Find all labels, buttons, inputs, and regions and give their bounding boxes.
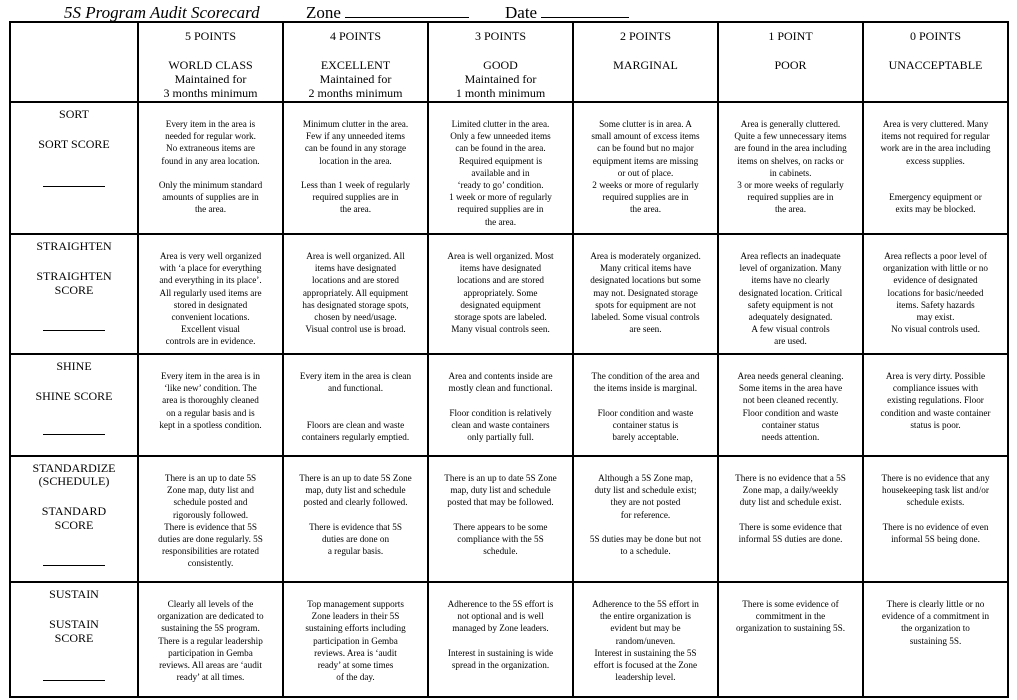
- criteria-cell: [718, 234, 863, 354]
- criteria-text: There is clearly little or no evidence of a commitment in the organization to sustaining 5S.: [881, 599, 990, 646]
- level-name: UNACCEPTABLE: [888, 58, 983, 72]
- level-name: GOOD: [483, 58, 518, 72]
- category-row-standardize: [10, 456, 1008, 582]
- corner-cell: [10, 22, 138, 102]
- level-points: 1 POINT: [768, 29, 813, 43]
- category-row-sort: [10, 102, 1008, 234]
- criteria-cell: [863, 456, 1008, 582]
- criteria-text: Area reflects a poor level of organization with little or no evidence of designated locations for basic/needed items. Safety hazards may exist. No visual controls used.: [883, 251, 988, 335]
- criteria-text: Adherence to the 5S effort in the entire organization is evident but may be random/uneven. Interest in sustaining the 5S effort is focused at the Zone leadership level.: [592, 599, 699, 683]
- document-title: 5S Program Audit Scorecard: [64, 3, 260, 22]
- criteria-cell: [283, 582, 428, 697]
- criteria-cell: [573, 582, 718, 697]
- zone-field: [306, 3, 469, 23]
- criteria-cell: [283, 354, 428, 456]
- level-header: [428, 22, 573, 102]
- zone-blank-line: [345, 3, 469, 18]
- level-duration: 2 months minimum: [308, 86, 403, 100]
- criteria-text: Minimum clutter in the area. Few if any unneeded items can be found in any storage location in the area. Less than 1 week of regularly required supplies are in the area.: [301, 119, 410, 215]
- criteria-text: Although a 5S Zone map, duty list and schedule exist; they are not posted for reference. 5S duties may be done but not to a schedule.: [589, 473, 702, 557]
- level-points: 3 POINTS: [474, 29, 526, 43]
- score-blank-line[interactable]: [43, 679, 105, 681]
- criteria-text: There is no evidence that a 5S Zone map, a daily/weekly duty list and schedule exist. There is some evidence that informal 5S duties are done.: [735, 473, 846, 545]
- criteria-cell: [718, 582, 863, 697]
- criteria-text: Area needs general cleaning. Some items in the area have not been cleaned recently. Floor condition and waste container status needs attention.: [737, 371, 844, 443]
- criteria-cell: [428, 102, 573, 234]
- criteria-text: Every item in the area is clean and functional. Floors are clean and waste containers regularly emptied.: [299, 371, 412, 443]
- criteria-text: Area is very dirty. Possible compliance issues with existing regulations. Floor condition and waste container status is poor.: [880, 371, 991, 430]
- criteria-text: Area is well organized. All items have designated locations and are stored appropriately. All equipment has designated storage spots, chosen by need/usage. Visual control use is broad.: [302, 251, 409, 335]
- criteria-cell: [428, 456, 573, 582]
- criteria-text: Area is moderately organized. Many critical items have designated locations but some may not. Designated storage spots for equipment are not labeled. Some visual controls are seen.: [590, 251, 701, 335]
- criteria-text: Top management supports Zone leaders in their 5S sustaining efforts including participation in Gemba reviews. Area is ‘audit ready’ at some times of the day.: [305, 599, 406, 683]
- score-label: SORT SCORE: [38, 137, 110, 151]
- level-name: POOR: [774, 58, 807, 72]
- criteria-cell: [138, 354, 283, 456]
- zone-label: Zone: [306, 3, 341, 22]
- criteria-text: Area is generally cluttered. Quite a few unnecessary items are found in the area including items on shelves, on racks or in cabinets. 3 or more weeks of regularly required supplies are in the area.: [734, 119, 847, 215]
- criteria-text: There is an up to date 5S Zone map, duty list and schedule posted that may be followed. There appears to be some compliance with the 5S schedule.: [444, 473, 557, 557]
- level-header: [718, 22, 863, 102]
- criteria-cell: [863, 234, 1008, 354]
- category-cell: [10, 234, 138, 354]
- category-cell: [10, 354, 138, 456]
- criteria-text: Some clutter is in area. A small amount of excess items can be found but no major equipment items are missing or out of place. 2 weeks or more of regularly required supplies are in the area.: [591, 119, 700, 215]
- criteria-text: Clearly all levels of the organization are dedicated to sustaining the 5S program. There is a regular leadership participation in Gemba reviews. All areas are ‘audit ready’ at all times.: [157, 599, 264, 683]
- level-header: [863, 22, 1008, 102]
- criteria-cell: [718, 456, 863, 582]
- date-field: [505, 3, 629, 23]
- criteria-text: Area is well organized. Most items have designated locations and are stored appropriately. Some designated equipment storage spots are labeled. Many visual controls seen.: [447, 251, 554, 335]
- criteria-cell: [863, 354, 1008, 456]
- criteria-cell: [428, 234, 573, 354]
- criteria-cell: [138, 234, 283, 354]
- date-blank-line: [541, 3, 629, 18]
- criteria-cell: [718, 354, 863, 456]
- score-blank-line[interactable]: [43, 329, 105, 331]
- score-label: SUSTAIN SCORE: [49, 617, 99, 645]
- criteria-text: Area and contents inside are mostly clean and functional. Floor condition is relatively clean and waste containers only partially full.: [448, 371, 553, 443]
- level-name: WORLD CLASS: [168, 58, 253, 72]
- date-label: Date: [505, 3, 538, 22]
- criteria-cell: [573, 456, 718, 582]
- level-name: EXCELLENT: [320, 58, 391, 72]
- category-cell: [10, 582, 138, 697]
- score-label: SHINE SCORE: [35, 389, 113, 403]
- header-row: [10, 22, 1008, 102]
- level-duration-label: Maintained for: [319, 72, 392, 86]
- level-duration-label: Maintained for: [464, 72, 537, 86]
- level-duration: 3 months minimum: [163, 86, 258, 100]
- level-points: 5 POINTS: [184, 29, 236, 43]
- level-duration: 1 month minimum: [455, 86, 546, 100]
- criteria-cell: [138, 456, 283, 582]
- category-row-shine: [10, 354, 1008, 456]
- level-duration-label: Maintained for: [174, 72, 247, 86]
- level-header: [138, 22, 283, 102]
- level-points: 0 POINTS: [909, 29, 961, 43]
- criteria-text: There is an up to date 5S Zone map, duty list and schedule posted and rigorously followed. There is evidence that 5S duties are done regularly. 5S responsibilities are rotated consistently.: [158, 473, 263, 569]
- criteria-text: There is an up to date 5S Zone map, duty list and schedule posted and clearly followed. There is evidence that 5S duties are done on a regular basis.: [299, 473, 412, 557]
- category-row-sustain: [10, 582, 1008, 697]
- criteria-text: Every item in the area is in ‘like new’ condition. The area is thoroughly cleaned on a regular basis and is kept in a spotless condition.: [159, 371, 262, 430]
- criteria-text: There is no evidence that any housekeeping task list and/or schedule exists. There is no evidence of even informal 5S being done.: [881, 473, 990, 545]
- scorecard-table: [9, 21, 1009, 698]
- score-blank-line[interactable]: [43, 433, 105, 435]
- level-points: 4 POINTS: [329, 29, 381, 43]
- level-header: [573, 22, 718, 102]
- criteria-cell: [283, 456, 428, 582]
- criteria-text: Every item in the area is needed for regular work. No extraneous items are found in any area location. Only the minimum standard amounts of supplies are in the area.: [158, 119, 263, 215]
- category-name: SORT: [59, 107, 89, 121]
- criteria-cell: [718, 102, 863, 234]
- criteria-cell: [863, 582, 1008, 697]
- criteria-cell: [283, 234, 428, 354]
- criteria-text: Adherence to the 5S effort is not optional and is well managed by Zone leaders. Interest in sustaining is wide spread in the organization.: [447, 599, 554, 671]
- criteria-text: Limited clutter in the area. Only a few unneeded items can be found in the area. Required equipment is available and in ‘ready to go’ condition. 1 week or more of regularly required supplies are in the area.: [449, 119, 552, 227]
- score-blank-line[interactable]: [43, 185, 105, 187]
- category-row-straighten: [10, 234, 1008, 354]
- criteria-cell: [863, 102, 1008, 234]
- criteria-cell: [428, 354, 573, 456]
- criteria-text: There is some evidence of commitment in the organization to sustaining 5S.: [735, 599, 846, 634]
- criteria-text: Area is very cluttered. Many items not required for regular work are in the area including excess supplies. Emergency equipment or exits may be blocked.: [880, 119, 991, 215]
- category-cell: [10, 456, 138, 582]
- criteria-text: Area is very well organized with ‘a place for everything and everything in its place’. All regularly used items are stored in designated convenient locations. Excellent visual controls are in evidence.: [159, 251, 262, 347]
- criteria-cell: [138, 102, 283, 234]
- title-bar: [0, 0, 1017, 22]
- criteria-text: The condition of the area and the items inside is marginal. Floor condition and waste container status is barely acceptable.: [591, 371, 700, 443]
- criteria-cell: [573, 354, 718, 456]
- level-points: 2 POINTS: [619, 29, 671, 43]
- category-name: SHINE: [56, 359, 92, 373]
- score-label: STANDARD SCORE: [41, 504, 107, 532]
- criteria-cell: [573, 234, 718, 354]
- category-name: STRAIGHTEN: [36, 239, 112, 253]
- category-name: SUSTAIN: [49, 587, 99, 601]
- score-label: STRAIGHTEN SCORE: [36, 269, 112, 297]
- category-cell: [10, 102, 138, 234]
- criteria-cell: [428, 582, 573, 697]
- criteria-cell: [573, 102, 718, 234]
- score-blank-line[interactable]: [43, 564, 105, 566]
- level-name: MARGINAL: [613, 58, 678, 72]
- level-header: [283, 22, 428, 102]
- criteria-cell: [283, 102, 428, 234]
- criteria-text: Area reflects an inadequate level of organization. Many items have no clearly designated location. Critical safety equipment is not adequately designated. A few visual controls are used.: [738, 251, 843, 347]
- criteria-cell: [138, 582, 283, 697]
- category-name: STANDARDIZE (SCHEDULE): [32, 461, 116, 488]
